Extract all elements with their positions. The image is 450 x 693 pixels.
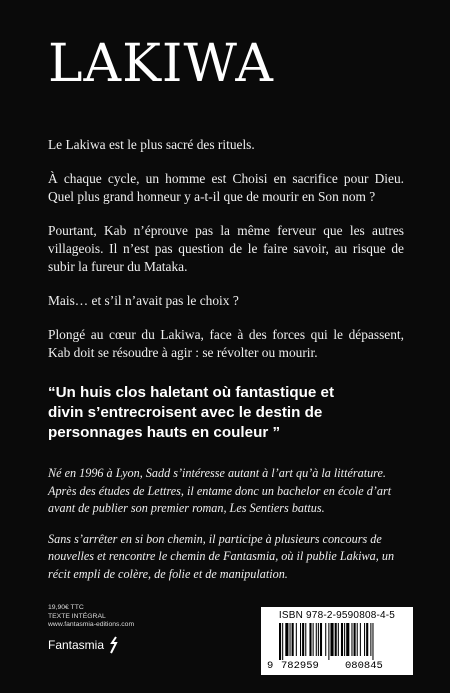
publisher-logo	[48, 636, 118, 654]
publisher-mark-icon	[109, 636, 118, 654]
review-quote: “Un huis clos haletant où fantastique et divin s’entrecroisent avec le destin de personnages hauts en couleur ”	[48, 384, 335, 441]
barcode-right-digits: 080845	[345, 660, 383, 672]
isbn-number: ISBN 978-2-9590808-4-5	[278, 610, 396, 621]
barcode	[261, 607, 413, 675]
barcode-bars	[267, 623, 407, 660]
barcode-digits	[267, 660, 407, 672]
barcode-first-digit: 9	[267, 660, 274, 672]
author-bio	[48, 465, 404, 596]
blurb-paragraph: Plongé au cœur du Lakiwa, face à des forces qui le dépassent, Kab doit se résoudre à agir : se révolter ou mourir.	[48, 327, 404, 360]
price: 19,90€ TTC	[48, 604, 84, 611]
edition-info	[48, 604, 134, 630]
publisher-name: Fantasmia	[48, 638, 105, 652]
bio-paragraph: Sans s’arrêter en si bon chemin, il participe à plusieurs concours de nouvelles et rencontre le chemin de Fantasmia, où il publie Lakiwa, un récit empli de colère, de folie et de manipulation.	[48, 531, 395, 581]
publisher-website: www.fantasmia-editions.com	[48, 621, 135, 629]
bio-paragraph: Né en 1996 à Lyon, Sadd s’intéresse autant à l’art qu’à la littérature. Après des études de Lettres, il entame donc un bachelor en école d’art avant de publier son premier roman, Les Sentiers battus.	[48, 466, 392, 515]
blurb-paragraph: Pourtant, Kab n’éprouve pas la même ferveur que les autres villageois. Il n’est pas question de le faire savoir, au risque de subir la fureur du Mataka.	[48, 223, 404, 274]
edition-label: TEXTE INTÉGRAL	[48, 612, 106, 620]
barcode-left-digits: 782959	[281, 660, 319, 672]
blurb-paragraph: À chaque cycle, un homme est Choisi en sacrifice pour Dieu. Quel plus grand honneur y a-t-il que de mourir en Son nom ?	[48, 171, 404, 204]
blurb	[48, 136, 404, 378]
blurb-paragraph: Le Lakiwa est le plus sacré des rituels.	[48, 137, 255, 152]
blurb-paragraph: Mais… et s’il n’avait pas le choix ?	[48, 293, 239, 308]
book-title: LAKIWA	[48, 34, 274, 94]
